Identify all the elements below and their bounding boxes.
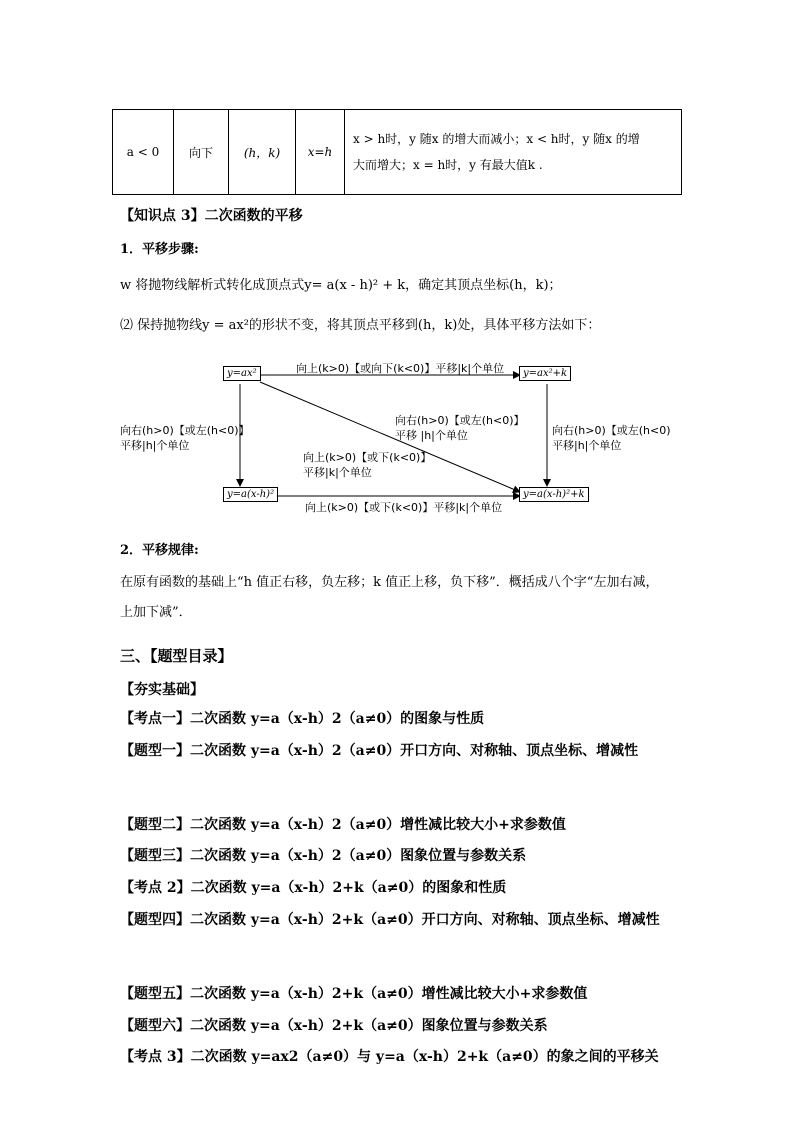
arrow-diagonal [260, 382, 520, 492]
list-item: 【题型五】二次函数 y=a（x-h）2+k（a≠0）增性减比较大小+求参数值 [120, 986, 588, 1002]
catalog-title: 三、【题型目录】 [120, 647, 233, 665]
vertex-cell: (h，k) [229, 110, 296, 195]
label-right-1: 向右(h>0)【或左(h<0) [552, 424, 671, 437]
step1-title: 1．平移步骤: [120, 242, 199, 257]
list-item: 【题型三】二次函数 y=a（x-h）2（a≠0）图象位置与参数关系 [120, 848, 527, 864]
list-item: 【考点 2】二次函数 y=a（x-h）2+k（a≠0）的图象和性质 [120, 880, 507, 896]
box-bottom-right: y=a(x-h)²+k [519, 487, 589, 502]
direction-cell: 向下 [174, 110, 229, 195]
label-left-1: 向右(h>0)【或左(h<0)】 [120, 424, 250, 437]
label-diag-2b: 平移|k|个单位 [303, 466, 372, 479]
label-left-2: 平移|h|个单位 [120, 439, 190, 452]
label-bottom: 向上(k>0)【或下(k<0)】平移|k|个单位 [305, 501, 503, 514]
step-a-text: w 将抛物线解析式转化成顶点式y= a(x - h)² + k，确定其顶点坐标(h，k)； [120, 278, 562, 293]
description-line-1: x > h时，y 随x 的增大而减小；x < h时，y 随x 的增 [353, 132, 640, 146]
foundation-heading: 【夯实基础】 [120, 682, 204, 698]
label-top: 向上(k>0)【或向下(k<0)】平移|k|个单位 [296, 362, 505, 375]
property-table [112, 109, 682, 195]
rule-line-2: 上加下减”． [120, 605, 192, 620]
label-right-2: 平移|h|个单位 [552, 439, 622, 452]
step-b-text: ⑵ 保持抛物线y = ax²的形状不变，将其顶点平移到(h，k)处，具体平移方法如下： [120, 318, 601, 333]
table-row [113, 110, 682, 195]
box-bottom-left: y=a(x-h)² [223, 487, 278, 502]
description-cell [345, 110, 682, 195]
description-line-2: 大而增大；x = h时，y 有最大值k . [353, 158, 543, 172]
box-top-right: y=ax²+k [519, 366, 571, 381]
knowledge-point-3-title: 【知识点 3】二次函数的平移 [120, 208, 303, 224]
list-item: 【考点一】二次函数 y=a（x-h）2（a≠0）的图象与性质 [120, 711, 485, 727]
list-item: 【题型六】二次函数 y=a（x-h）2+k（a≠0）图象位置与参数关系 [120, 1018, 548, 1034]
rule-line-1: 在原有函数的基础上“h 值正右移，负左移；k 值正上移，负下移”．概括成八个字“左加右减， [120, 575, 659, 590]
box-top-left: y=ax² [223, 366, 261, 381]
axis-cell: x=h [296, 110, 345, 195]
list-item: 【考点 3】二次函数 y=ax2（a≠0）与 y=a（x-h）2+k（a≠0）的象之间的平移关 [120, 1049, 659, 1065]
list-item: 【题型二】二次函数 y=a（x-h）2（a≠0）增性减比较大小+求参数值 [120, 817, 566, 833]
list-item: 【题型一】二次函数 y=a（x-h）2（a≠0）开口方向、对称轴、顶点坐标、增减性 [120, 743, 639, 759]
a-cell: a < 0 [113, 110, 174, 195]
label-diag-1b: 平移 |h|个单位 [395, 429, 468, 442]
label-diag-2a: 向上(k>0)【或下(k<0)】 [303, 451, 432, 464]
list-item: 【题型四】二次函数 y=a（x-h）2+k（a≠0）开口方向、对称轴、顶点坐标、增减性 [120, 912, 660, 928]
label-diag-1a: 向右(h>0)【或左(h<0)】 [395, 414, 525, 427]
step2-title: 2．平移规律: [120, 543, 199, 558]
